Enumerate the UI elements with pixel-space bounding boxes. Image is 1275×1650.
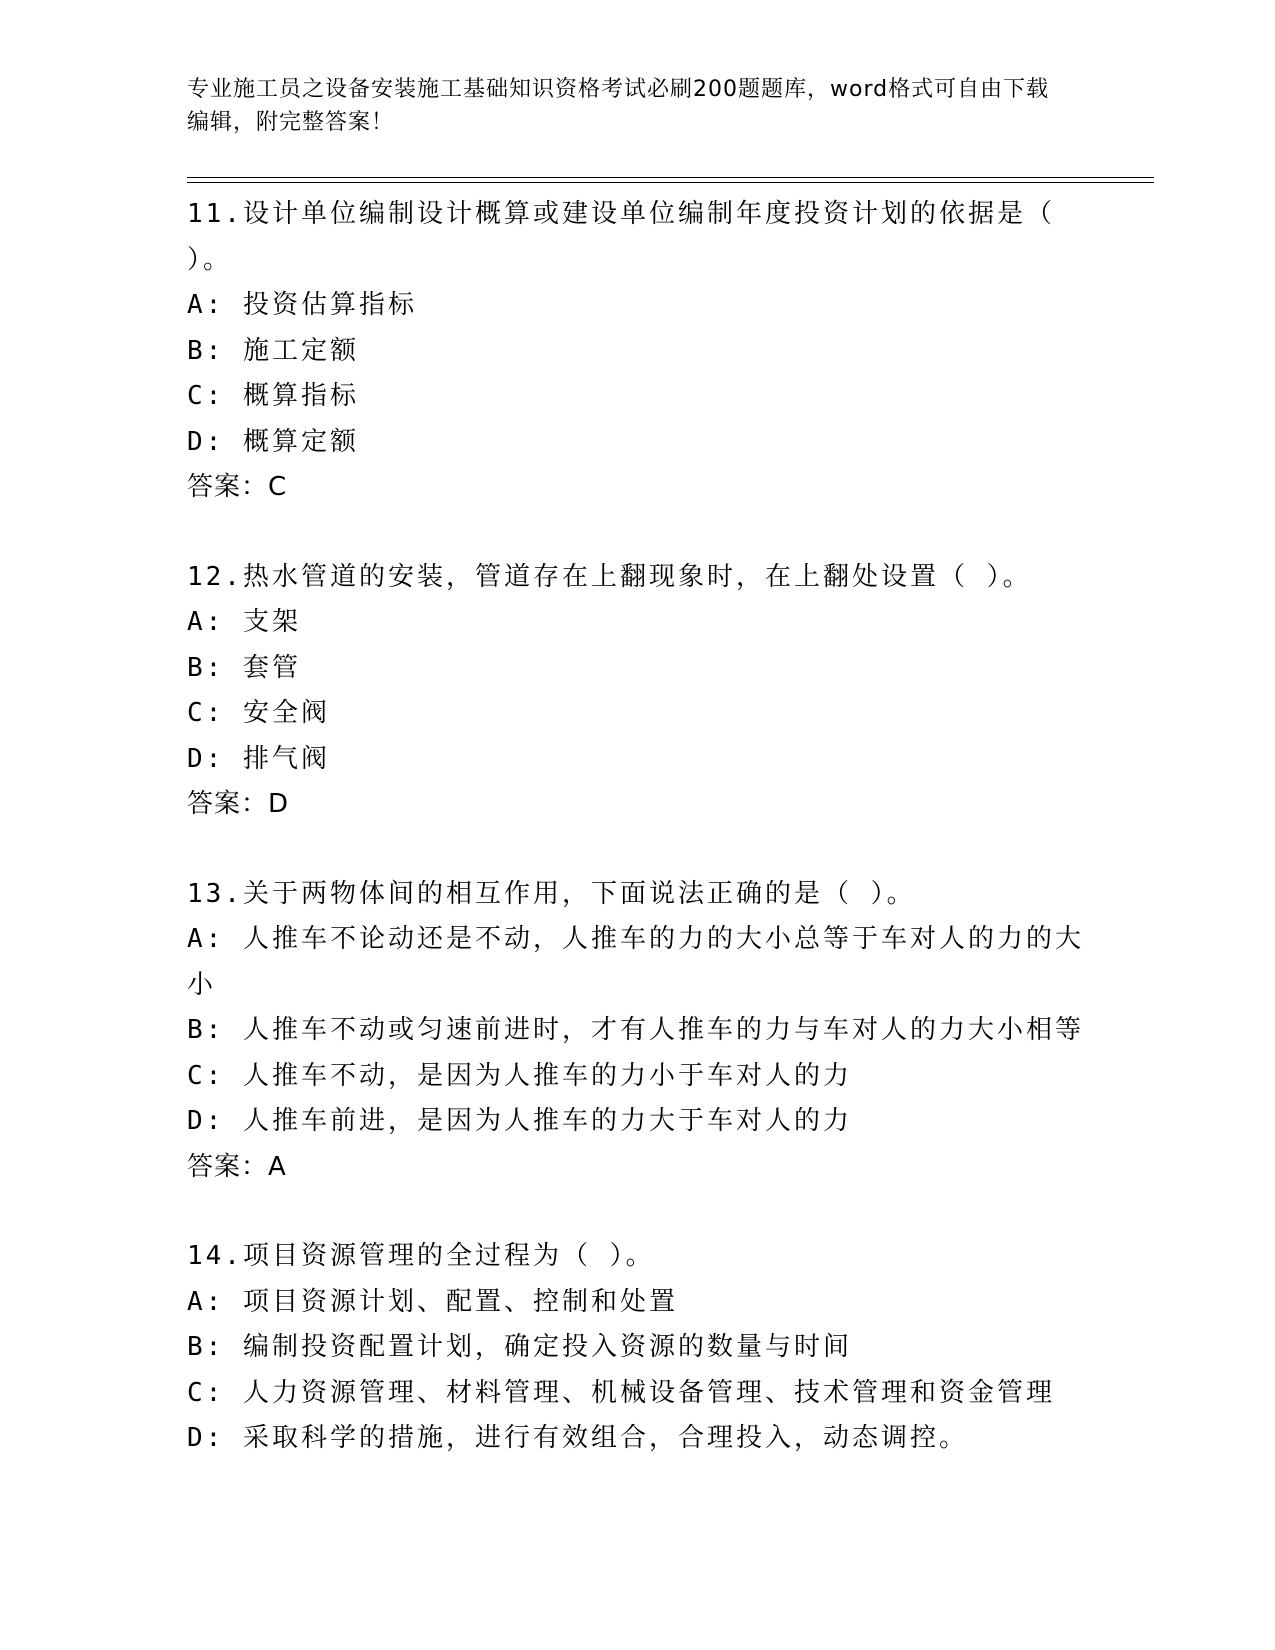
question-13	[187, 872, 1087, 1191]
question-stem: 12.热水管道的安装，管道存在上翻现象时，在上翻处设置（ ）。	[187, 561, 1032, 592]
option-d: D: 排气阀	[187, 743, 330, 774]
question-14	[187, 1234, 1087, 1462]
question-11	[187, 192, 1087, 511]
question-stem: 14.项目资源管理的全过程为（ ）。	[187, 1241, 655, 1271]
document-header: 专业施工员之设备安装施工基础知识资格考试必刷200题题库，word格式可自由下载编辑，附完整答案！	[187, 77, 1050, 135]
option-a: A: 支架	[187, 607, 301, 637]
header-divider-top	[187, 177, 1154, 178]
option-b: B: 套管	[187, 652, 301, 683]
option-d: D: 采取科学的措施，进行有效组合，合理投入，动态调控。	[187, 1423, 968, 1453]
option-d: D: 概算定额	[187, 426, 359, 457]
option-b: B: 施工定额	[187, 335, 359, 366]
option-c: C: 概算指标	[187, 381, 359, 411]
option-a: A: 投资估算指标	[187, 290, 417, 320]
answer-line: 答案：D	[187, 789, 290, 819]
question-spacer	[187, 511, 1087, 555]
option-a: A: 人推车不论动还是不动，人推车的力的大小总等于车对人的力的大小	[187, 924, 1084, 1000]
question-list	[187, 192, 1087, 1462]
answer-line: 答案：C	[187, 472, 288, 502]
option-c: C: 安全阀	[187, 698, 330, 728]
option-a: A: 项目资源计划、配置、控制和处置	[187, 1286, 678, 1317]
option-c: C: 人力资源管理、材料管理、机械设备管理、技术管理和资金管理	[187, 1377, 1055, 1408]
question-stem: 11.设计单位编制设计概算或建设单位编制年度投资计划的依据是（ ）。	[187, 199, 1055, 275]
option-b: B: 编制投资配置计划，确定投入资源的数量与时间	[187, 1332, 852, 1362]
header-divider-bottom	[187, 182, 1154, 183]
question-spacer	[187, 1190, 1087, 1234]
question-stem: 13.关于两物体间的相互作用，下面说法正确的是（ ）。	[187, 878, 916, 909]
option-b: B: 人推车不动或匀速前进时，才有人推车的力与车对人的力大小相等	[187, 1015, 1084, 1045]
question-spacer	[187, 828, 1087, 872]
option-d: D: 人推车前进，是因为人推车的力大于车对人的力	[187, 1106, 852, 1136]
option-c: C: 人推车不动，是因为人推车的力小于车对人的力	[187, 1060, 852, 1091]
question-12	[187, 555, 1087, 828]
answer-line: 答案：A	[187, 1151, 287, 1182]
